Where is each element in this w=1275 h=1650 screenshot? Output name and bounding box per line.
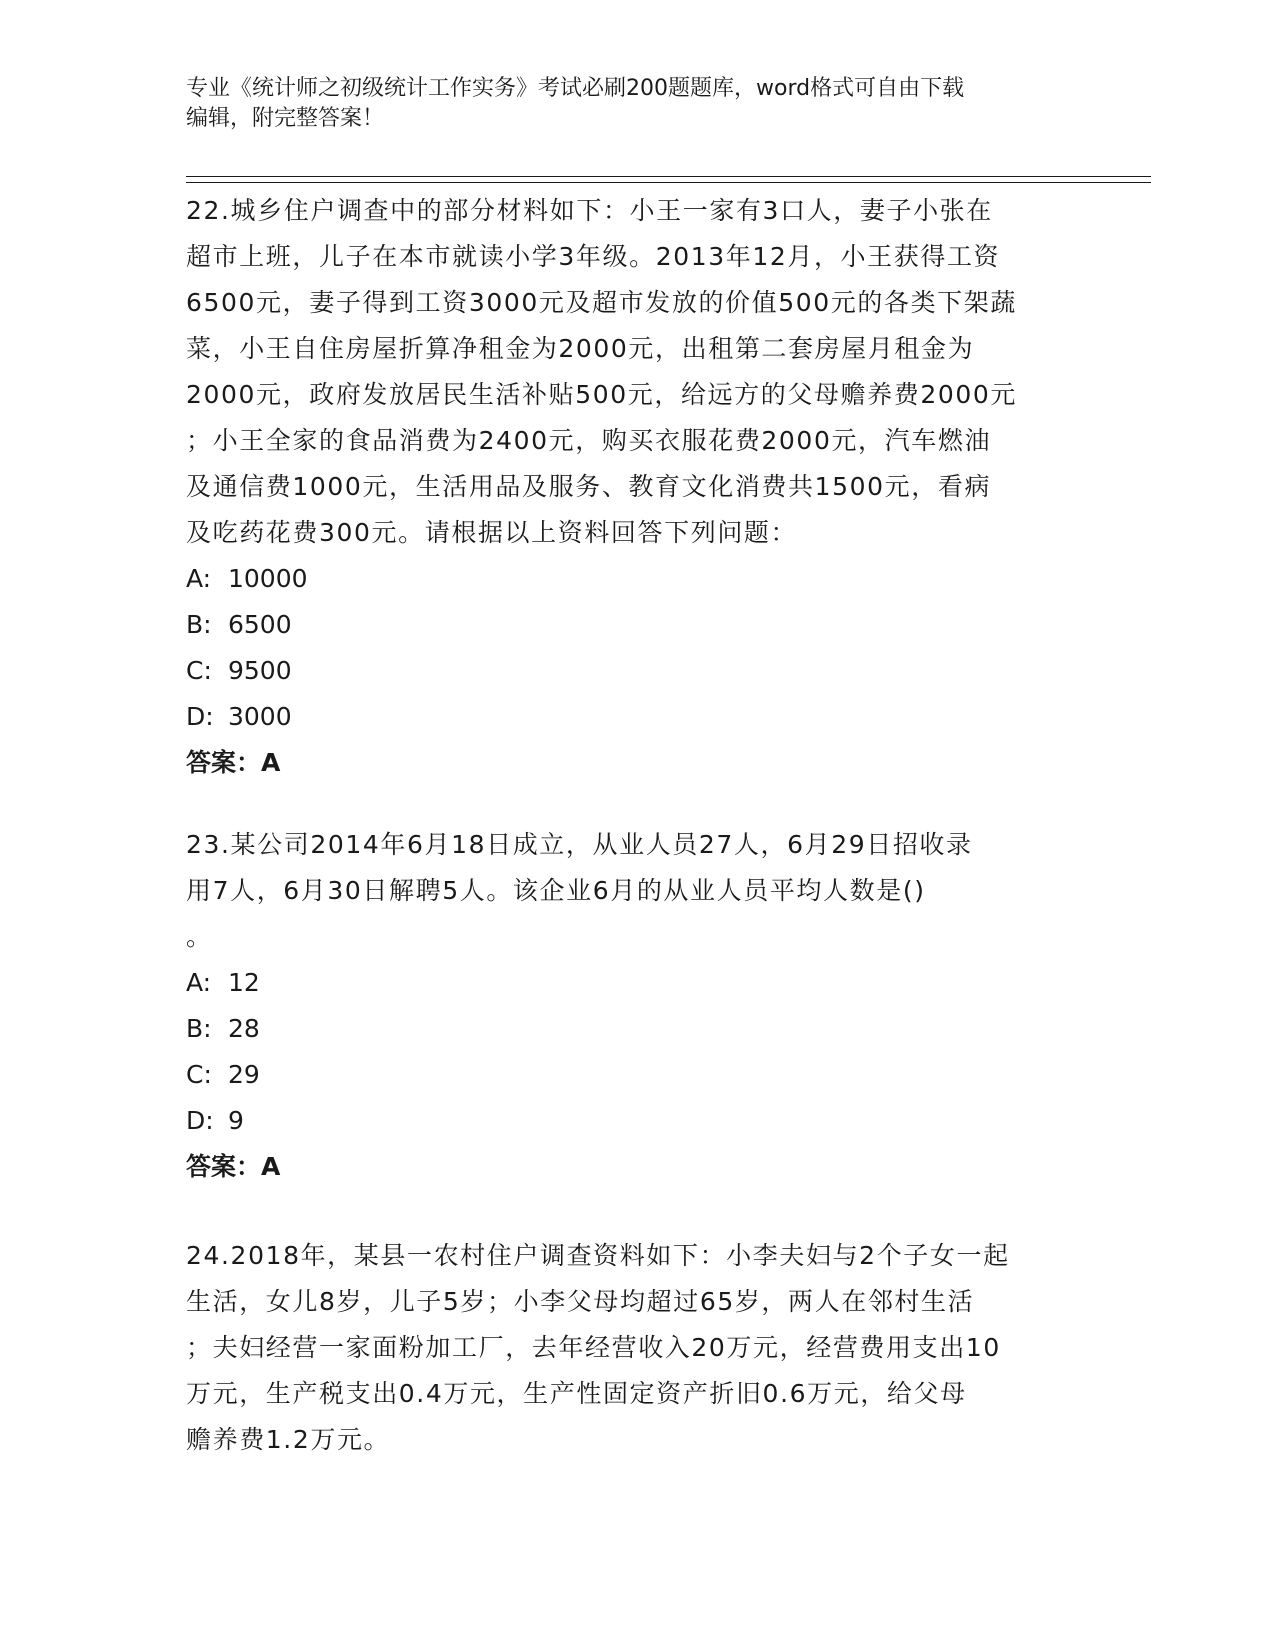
question-stem-line: 超市上班，儿子在本市就读小学3年级。2013年12月，小王获得工资 — [186, 242, 1001, 271]
question-22 — [186, 188, 1086, 786]
question-stem-line: 及吃药花费300元。请根据以上资料回答下列问题： — [186, 518, 798, 547]
option-letter: B: — [186, 1014, 212, 1043]
option-text: 10000 — [228, 564, 308, 593]
option-text: 28 — [228, 1014, 260, 1043]
question-stem-line: 生活，女儿8岁，儿子5岁；小李父母均超过65岁，两人在邻村生活 — [186, 1287, 975, 1316]
question-23 — [186, 822, 1086, 1190]
option-text: 9500 — [228, 656, 292, 685]
header-divider-top — [186, 176, 1151, 177]
option-text: 9 — [228, 1106, 244, 1135]
document-header — [186, 74, 1086, 134]
option-c — [186, 1052, 1086, 1098]
option-letter: C: — [186, 1060, 212, 1089]
question-stem-line: 。 — [186, 922, 213, 951]
question-stem-line: 赡养费1.2万元。 — [186, 1425, 391, 1454]
option-a — [186, 960, 1086, 1006]
question-stem-line: 及通信费1000元，生活用品及服务、教育文化消费共1500元，看病 — [186, 472, 992, 501]
question-stem-line: 用7人，6月30日解聘5人。该企业6月的从业人员平均人数是() — [186, 876, 926, 905]
option-letter: A: — [186, 968, 212, 997]
option-letter: C: — [186, 656, 212, 685]
answer-label: 答案：A — [186, 1152, 281, 1181]
question-stem-line: 6500元，妻子得到工资3000元及超市发放的价值500元的各类下架蔬 — [186, 288, 1017, 317]
option-letter: A: — [186, 564, 212, 593]
option-text: 29 — [228, 1060, 260, 1089]
question-stem-line: 24.2018年，某县一农村住户调查资料如下：小李夫妇与2个子女一起 — [186, 1241, 1010, 1270]
option-text: 3000 — [228, 702, 292, 731]
question-stem-line: ；小王全家的食品消费为2400元，购买衣服花费2000元，汽车燃油 — [186, 426, 992, 455]
option-d — [186, 1098, 1086, 1144]
option-a — [186, 556, 1086, 602]
header-divider-bottom — [186, 182, 1151, 183]
option-letter: B: — [186, 610, 212, 639]
option-letter: D: — [186, 1106, 214, 1135]
question-stem-line: 菜，小王自住房屋折算净租金为2000元，出租第二套房屋月租金为 — [186, 334, 975, 363]
option-b — [186, 1006, 1086, 1052]
question-stem-line: 万元，生产税支出0.4万元，生产性固定资产折旧0.6万元，给父母 — [186, 1379, 967, 1408]
question-stem-line: 23.某公司2014年6月18日成立，从业人员27人，6月29日招收录 — [186, 830, 973, 859]
option-c — [186, 648, 1086, 694]
header-line-1: 专业《统计师之初级统计工作实务》考试必刷200题题库，word格式可自由下载 — [186, 76, 965, 101]
question-stem-line: ；夫妇经营一家面粉加工厂，去年经营收入20万元，经营费用支出10 — [186, 1333, 1001, 1362]
option-text: 6500 — [228, 610, 292, 639]
question-24 — [186, 1233, 1086, 1463]
question-stem-line: 2000元，政府发放居民生活补贴500元，给远方的父母赡养费2000元 — [186, 380, 1017, 409]
question-stem-line: 22.城乡住户调查中的部分材料如下：小王一家有3口人，妻子小张在 — [186, 196, 993, 225]
option-text: 12 — [228, 968, 260, 997]
option-d — [186, 694, 1086, 740]
option-letter: D: — [186, 702, 214, 731]
answer-label: 答案：A — [186, 748, 281, 777]
option-b — [186, 602, 1086, 648]
header-line-2: 编辑，附完整答案！ — [186, 106, 385, 131]
